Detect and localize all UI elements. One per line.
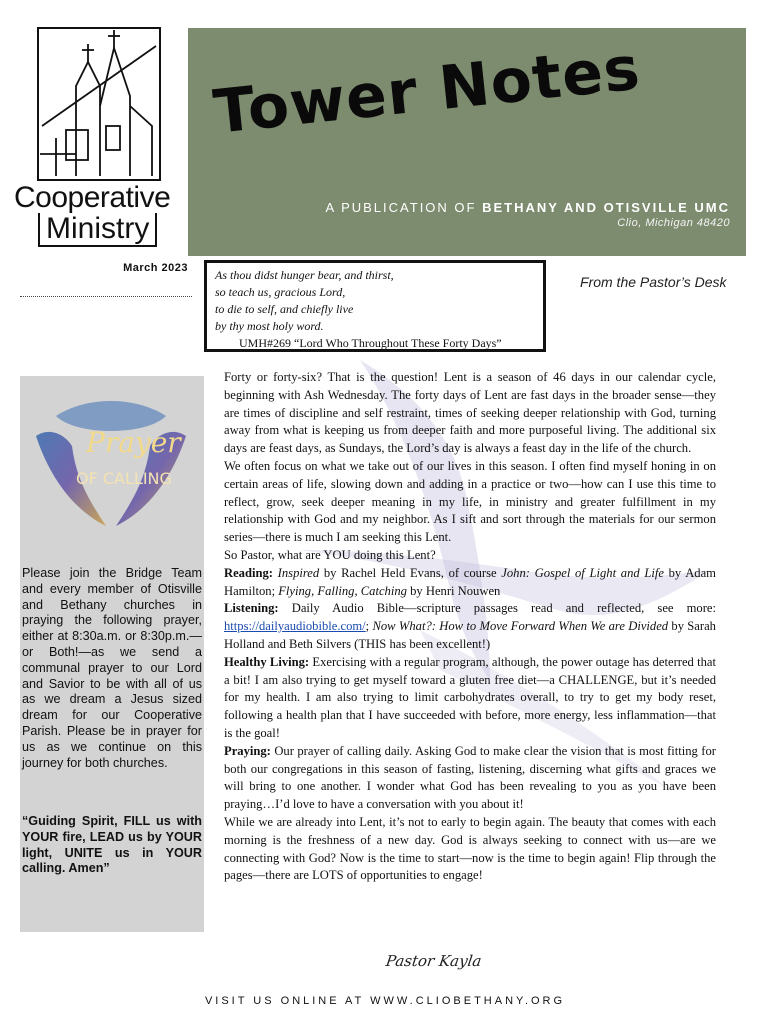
daily-audio-bible-link[interactable]: https://dailyaudiobible.com/ [224, 619, 366, 634]
healthy-living-text: Exercising with a regular program, although, the power outage has deterred that a bit! I am also trying to get myself toward a gluten free diet—a CHALLENGE, but it’s needed for my health. I am also trying to limit carbohydrates overall, to try to get my body reset, following a health plan that I have succeeded with before, more energy, less inflammation—that is the goal! [224, 654, 716, 740]
praying-text: Our prayer of calling daily. Asking God to make clear the vision that is most fitting for both our congregations in this season of fasting, listening, discerning what gifts and graces we will bring to one another. I wonder what God has been revealing to you as you have been praying…I’d love to have a conversation with you about it! [224, 743, 716, 812]
listening-text: Daily Audio Bible—scripture passages read and reflected, see more: [278, 601, 716, 616]
masthead-subtitle [326, 200, 730, 215]
book-title: John: Gospel of Light and Life [501, 565, 664, 580]
healthy-living-paragraph [224, 654, 716, 743]
praying-hands-icon [26, 396, 196, 536]
reading-paragraph [224, 565, 716, 601]
article-paragraph: We often focus on what we take out of our lives in this season. I often find myself honing in on certain areas of life, slowing down and adding in a practice or two—how can I use this time to reflect, grow, seek deeper meaning in my life, in ministry and greater fulfillment in my relationship with God and my neighbor. As I sift and sort through the materials for our sermon series—there is much I am seeking this Lent. [224, 458, 716, 545]
book-title: Flying, Falling, Catching [278, 583, 407, 598]
masthead-location: Clio, Michigan 48420 [617, 217, 730, 229]
praying-label: Praying: [224, 743, 271, 758]
article-paragraph: Forty or forty-six? That is the question! Lent is a season of 46 days in our calendar cycle, beginning with Ash Wednesday. The forty days of Lent are fast days in the broader sense—they are times of discipline and self restraint, times of seeking deeper relationship with God, turning away from what is keeping us from deeper faith and more purposeful living. The additional six days are feast days, as Sundays, the Lord’s day is always a feast day in the life of the church. [224, 370, 716, 456]
sidebar-text: Please join the Bridge Team and every member of Otisville and Bethany churches in praying the following prayer, either at 8:30a.m. or 8:30p.m.—or Both!—as we send a communal prayer to our Lord and Savior to be with all of us as we dream a Jesus sized dream for our Cooperative Parish. Please be in prayer for us as we continue on this journey for both churches. [22, 566, 202, 770]
logo-text-cooperative: Cooperative [14, 181, 171, 214]
article-paragraph: So Pastor, what are YOU doing this Lent? [224, 547, 436, 562]
book-author: by Adam Hamilton; [224, 565, 716, 598]
logo-text-ministry: Ministry [38, 213, 157, 247]
quote-source: UMH#269 “Lord Who Throughout These Forty Days” [239, 336, 502, 350]
quote-line: to die to self, and chiefly live [215, 302, 354, 316]
quote-line: by thy most holy word. [215, 319, 324, 333]
quote-line: As thou didst hunger bear, and thirst, [215, 268, 394, 282]
book-author: by Rachel Held Evans, of course [319, 565, 502, 580]
prayer-art-subword: OF CALLING [76, 469, 172, 488]
prayer-of-calling: “Guiding Spirit, FILL us with YOUR fire, LEAD us by YOUR light, UNITE us in YOUR calling. Amen” [22, 814, 202, 876]
footer-website: VISIT US ONLINE AT WWW.CLIOBETHANY.ORG [204, 995, 566, 1007]
hymn-quote-box [204, 260, 546, 352]
prayer-art-word: Prayer [86, 426, 181, 459]
subtitle-churches: BETHANY AND OTISVILLE UMC [482, 200, 730, 215]
quote-line: so teach us, gracious Lord, [215, 285, 346, 299]
issue-date: March 2023 [123, 262, 188, 274]
praying-paragraph [224, 743, 716, 814]
podcast-hosts: by Sarah Holland and Beth Silvers (THIS has been excellent!) [224, 619, 716, 651]
book-author: by Henri Nouwen [406, 583, 501, 598]
listening-label: Listening: [224, 601, 279, 616]
section-heading: From the Pastor’s Desk [580, 274, 727, 290]
healthy-living-label: Healthy Living: [224, 654, 310, 669]
podcast-title: Now What?: How to Move Forward When We are Divided [372, 619, 669, 634]
date-divider [20, 296, 192, 297]
listening-paragraph [224, 600, 716, 653]
pastor-article [224, 369, 716, 885]
reading-label: Reading: [224, 565, 273, 580]
book-title: Inspired [277, 565, 320, 580]
cooperative-ministry-logo-icon [36, 26, 162, 182]
newsletter-title: Tower Notes [210, 33, 644, 148]
listening-separator: ; [365, 619, 373, 634]
pastor-signature: Pastor Kayla [384, 952, 483, 970]
article-paragraph: While we are already into Lent, it’s not to early to begin again. The beauty that comes with each morning is the freshness of a new day. God is always seeking to connect with us—are we connecting with God? Now is the time to start—now is the time to begin again! Flip through the pages—there are LOTS of opportunities to engage! [224, 814, 716, 883]
subtitle-prefix: A PUBLICATION OF [325, 200, 477, 215]
